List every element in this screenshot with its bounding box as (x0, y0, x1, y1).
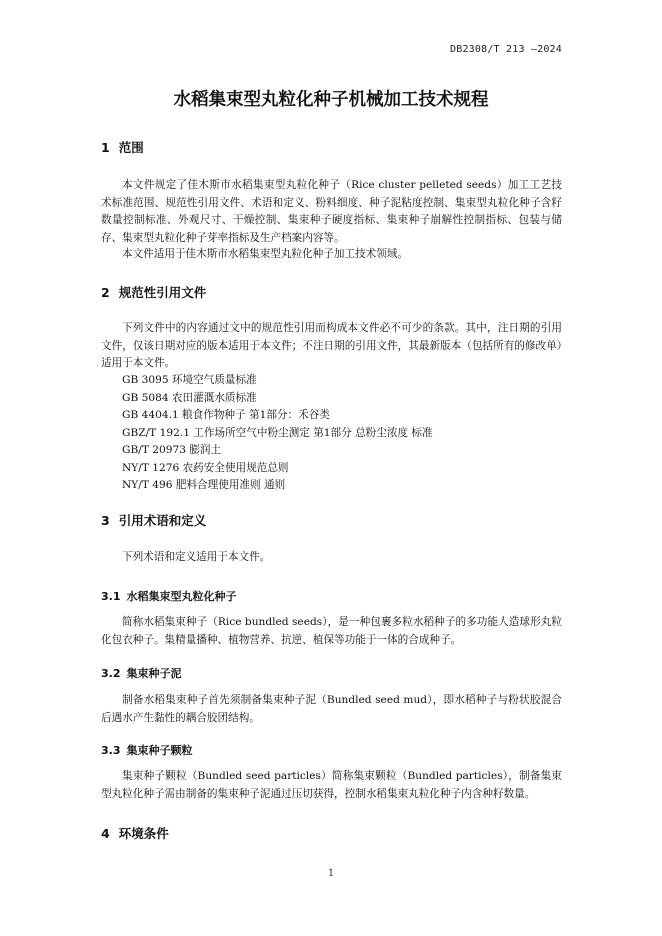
section-number: 4 (101, 826, 110, 841)
section-title: 环境条件 (118, 826, 169, 841)
subsection-title: 水稻集束型丸粒化种子 (126, 590, 237, 603)
subsection-3-3-paragraph: 集束种子颗粒（Bundled seed particles）简称集束颗粒（Bundled particles），制备集束型丸粒化种子需由制备的集束种子泥通过压切获得，控制水稻集束丸粒化种子内含种籽数量。 (101, 770, 562, 800)
section-number: 2 (101, 285, 110, 300)
section-3-heading (101, 511, 206, 529)
subsection-3-3-heading (101, 742, 193, 758)
reference-item: NY/T 496 肥料合理使用准则 通则 (122, 479, 286, 491)
reference-item: GB 3095 环境空气质量标准 (122, 374, 257, 386)
reference-item: NY/T 1276 农药安全使用规范总则 (122, 461, 289, 474)
section-1-heading (101, 138, 144, 156)
reference-item: GB 4404.1 粮食作物种子 第1部分：禾谷类 (122, 409, 330, 421)
section-number: 1 (101, 140, 110, 155)
subsection-3-2-heading (101, 665, 182, 681)
subsection-title: 集束种子泥 (126, 667, 182, 680)
subsection-number: 3.1 (101, 590, 121, 603)
section-4-heading (101, 824, 169, 842)
section-number: 3 (101, 513, 110, 528)
section-title: 规范性引用文件 (118, 285, 207, 300)
document-title: 水稻集束型丸粒化种子机械加工技术规程 (173, 90, 489, 110)
reference-list (122, 372, 562, 495)
reference-item: GB 5084 农田灌溉水质标准 (122, 391, 257, 404)
reference-item: GBZ/T 192.1 工作场所空气中粉尘测定 第1部分 总粉尘浓度 标准 (122, 426, 433, 439)
section-title: 引用术语和定义 (118, 513, 207, 528)
section-1-paragraph-2: 本文件适用于佳木斯市水稻集束型丸粒化种子加工技术领域。 (122, 248, 409, 260)
subsection-number: 3.3 (101, 744, 121, 757)
section-2-paragraph-1: 下列文件中的内容通过文中的规范性引用而构成本文件必不可少的条款。其中，注日期的引用文件，仅该日期对应的版本适用于本文件；不注日期的引用文件，其最新版本（包括所有的修改单）适用于本文件。 (101, 322, 562, 369)
section-2-heading (101, 283, 206, 301)
section-title: 范围 (118, 140, 144, 155)
section-1-paragraph-1: 本文件规定了佳木斯市水稻集束型丸粒化种子（Rice cluster pelleted seeds）加工工艺技术标准范围、规范性引用文件、术语和定义、粉料细度、种子泥粘度控制、集束型丸粒化种子含籽数量控制标准、外观尺寸、干燥控制、集束种子硬度指标、集束种子崩解性控制指标、包装与储存、集束型丸粒化种子芽率指标及生产档案内容等。 (101, 179, 562, 244)
section-3-paragraph-1: 下列术语和定义适用于本文件。 (122, 551, 271, 563)
subsection-number: 3.2 (101, 667, 121, 680)
reference-item: GB/T 20973 膨润土 (122, 444, 222, 456)
standard-code: DB2308/T 213 —2024 (450, 44, 562, 55)
subsection-3-1-heading (101, 588, 237, 604)
page-number: 1 (327, 868, 335, 879)
subsection-title: 集束种子颗粒 (126, 744, 193, 757)
subsection-3-2-paragraph: 制备水稻集束种子首先须制备集束种子泥（Bundled seed mud），即水稻种子与粉状胶混合后遇水产生黏性的耦合胶团结构。 (101, 694, 562, 724)
subsection-3-1-paragraph: 简称水稻集束种子（Rice bundled seeds），是一种包裹多粒水稻种子的多功能人造球形丸粒化包衣种子。集精量播种、植物营养、抗逆、植保等功能于一体的合成种子。 (101, 616, 562, 646)
